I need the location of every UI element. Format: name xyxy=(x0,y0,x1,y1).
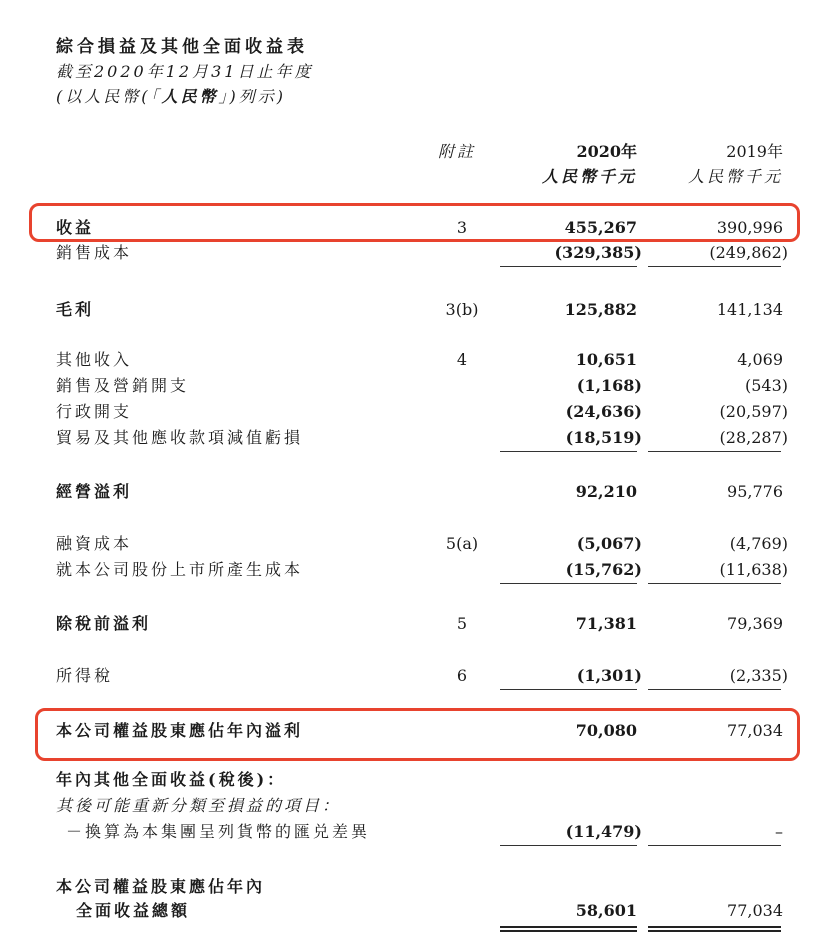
subtotal-rule xyxy=(500,689,637,690)
row-label-revenue: 收益 xyxy=(56,218,95,237)
row-label-listing-costs: 就本公司股份上市所產生成本 xyxy=(56,560,304,579)
row-2020-cost-of-sales: (329,385) xyxy=(554,243,642,262)
row-2020-selling-expenses: (1,168) xyxy=(576,376,642,395)
total-double-rule xyxy=(648,926,781,932)
row-label-cost-of-sales: 銷售成本 xyxy=(56,243,133,262)
row-2019-fx-differences: – xyxy=(775,822,783,841)
row-2019-finance-costs: (4,769) xyxy=(729,534,788,553)
revenue-highlight-box xyxy=(29,203,800,242)
subtotal-rule xyxy=(648,451,781,452)
row-2020-profit-for-year: 70,080 xyxy=(575,721,637,740)
row-2020-impairment: (18,519) xyxy=(565,428,642,447)
row-2020-listing-costs: (15,762) xyxy=(565,560,642,579)
row-label-selling-expenses: 銷售及營銷開支 xyxy=(56,376,190,395)
subtotal-rule xyxy=(500,451,637,452)
year-2019-header: 2019年 xyxy=(726,142,783,161)
row-2019-profit-for-year: 77,034 xyxy=(727,721,783,740)
row-label-finance-costs: 融資成本 xyxy=(56,534,133,553)
row-2019-operating-profit: 95,776 xyxy=(727,482,783,501)
row-note-profit-before-tax: 5 xyxy=(456,614,468,633)
row-label-total-ci-line2: 全面收益總額 xyxy=(76,901,191,920)
statement-title: 綜合損益及其他全面收益表 xyxy=(56,37,308,57)
row-2020-operating-profit: 92,210 xyxy=(575,482,637,501)
row-label-oci-heading: 年內其他全面收益(稅後)： xyxy=(56,770,287,789)
row-label-admin-expenses: 行政開支 xyxy=(56,402,133,421)
unit-2019-header: 人民幣千元 xyxy=(687,167,783,186)
unit-2020-header: 人民幣千元 xyxy=(541,167,637,186)
note-column-header: 附註 xyxy=(438,142,477,161)
subtotal-rule xyxy=(500,583,637,584)
row-2020-finance-costs: (5,067) xyxy=(576,534,642,553)
row-note-finance-costs: 5(a) xyxy=(445,534,479,553)
row-note-other-income: 4 xyxy=(456,350,468,369)
row-2019-other-income: 4,069 xyxy=(737,350,783,369)
total-double-rule xyxy=(500,926,637,932)
row-label-total-ci-line1: 本公司權益股東應佔年內 xyxy=(56,877,266,896)
row-2020-fx-differences: (11,479) xyxy=(565,822,642,841)
row-2019-cost-of-sales: (249,862) xyxy=(709,243,788,262)
row-label-impairment: 貿易及其他應收款項減值虧損 xyxy=(56,428,304,447)
row-2019-revenue: 390,996 xyxy=(716,218,783,237)
subtotal-rule xyxy=(648,583,781,584)
row-label-other-income: 其他收入 xyxy=(56,350,133,369)
row-2020-revenue: 455,267 xyxy=(564,218,637,237)
row-2020-admin-expenses: (24,636) xyxy=(565,402,642,421)
row-2020-profit-before-tax: 71,381 xyxy=(575,614,637,633)
row-label-profit-for-year: 本公司權益股東應佔年內溢利 xyxy=(56,721,304,740)
subtotal-rule xyxy=(500,266,637,267)
statement-currency: (以人民幣(「人民幣」)列示) xyxy=(56,87,287,106)
row-2019-total-ci: 77,034 xyxy=(727,901,783,920)
year-2020-header: 2020年 xyxy=(576,142,637,161)
row-note-income-tax: 6 xyxy=(456,666,468,685)
row-label-oci-subheading: 其後可能重新分類至損益的項目： xyxy=(56,796,342,815)
row-2019-impairment: (28,287) xyxy=(719,428,788,447)
row-label-fx-differences: －換算為本集團呈列貨幣的匯兑差異 xyxy=(66,822,371,841)
row-note-revenue: 3 xyxy=(456,218,468,237)
statement-period: 截至2020年12月31日止年度 xyxy=(56,62,314,81)
row-2019-gross-profit: 141,134 xyxy=(716,300,783,319)
row-note-gross-profit: 3(b) xyxy=(445,300,479,319)
subtotal-rule xyxy=(500,845,637,846)
row-2019-profit-before-tax: 79,369 xyxy=(727,614,783,633)
row-2020-gross-profit: 125,882 xyxy=(564,300,637,319)
row-2019-selling-expenses: (543) xyxy=(744,376,788,395)
row-label-operating-profit: 經營溢利 xyxy=(56,482,133,501)
subtotal-rule xyxy=(648,689,781,690)
row-label-gross-profit: 毛利 xyxy=(56,300,95,319)
subtotal-rule xyxy=(648,845,781,846)
row-2019-admin-expenses: (20,597) xyxy=(719,402,788,421)
row-label-profit-before-tax: 除稅前溢利 xyxy=(56,614,152,633)
row-label-income-tax: 所得稅 xyxy=(56,666,114,685)
row-2019-listing-costs: (11,638) xyxy=(719,560,788,579)
row-2020-total-ci: 58,601 xyxy=(575,901,637,920)
subtotal-rule xyxy=(648,266,781,267)
row-2020-other-income: 10,651 xyxy=(575,350,637,369)
row-2020-income-tax: (1,301) xyxy=(576,666,642,685)
row-2019-income-tax: (2,335) xyxy=(729,666,788,685)
